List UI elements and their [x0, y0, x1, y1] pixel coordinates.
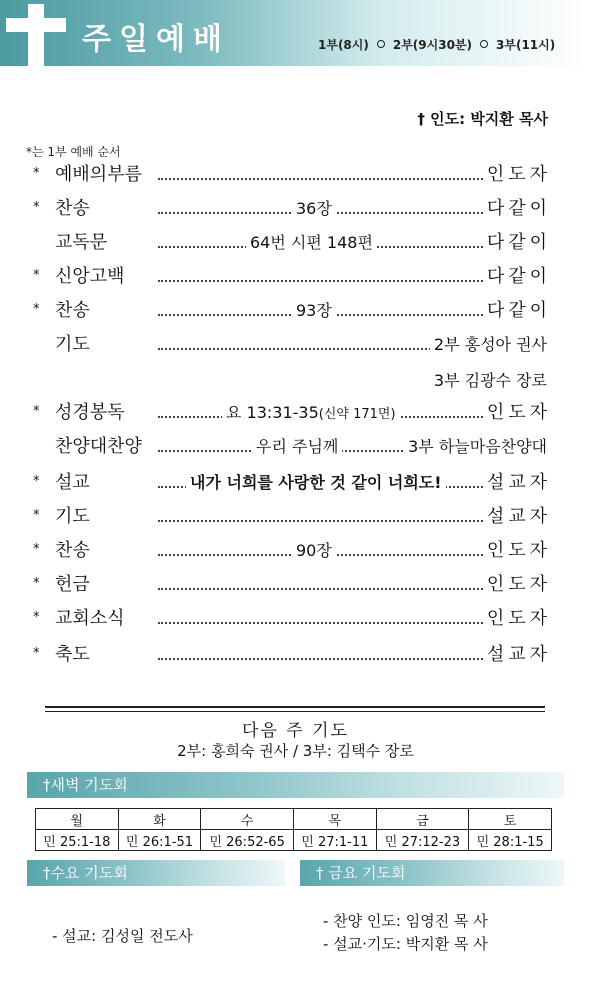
- order-item-detail: [222, 400, 400, 428]
- order-row: [0, 398, 591, 428]
- friday-details: [323, 910, 488, 956]
- order-item-detail: [186, 470, 446, 496]
- order-item-leader: 인도자: [483, 570, 551, 600]
- order-item-leader: 2부 홍성아 권사: [430, 330, 547, 360]
- standing-marker: *: [33, 302, 40, 317]
- order-item-detail-text: 36장: [296, 199, 332, 218]
- order-item-name: 기도: [55, 334, 90, 355]
- order-row: [0, 432, 591, 462]
- order-item-detail: [292, 538, 336, 564]
- order-item-name: 찬송: [55, 198, 90, 219]
- order-item-name: 교독문: [55, 232, 108, 253]
- standing-marker: *: [33, 166, 40, 181]
- next-week-names: 2부: 홍희숙 권사 / 3부: 김택수 장로: [177, 742, 414, 760]
- order-note: *는 1부 예배 순서: [26, 145, 121, 159]
- order-row: [0, 502, 591, 532]
- day-cell: 화: [118, 809, 201, 830]
- circle-separator-icon: [377, 40, 385, 48]
- divider: [45, 711, 545, 712]
- reading-cell: 민 28:1-15: [469, 830, 552, 851]
- order-item-name: 예배의부름: [55, 164, 142, 185]
- table-row: [36, 809, 552, 830]
- order-item-leader: 설교자: [483, 640, 551, 670]
- order-row: [0, 570, 591, 600]
- service-leader: † 인도: 박지환 목사: [417, 110, 548, 128]
- order-item-name: 설교: [55, 472, 90, 493]
- day-cell: 월: [36, 809, 119, 830]
- order-item-leader: 인도자: [483, 160, 551, 190]
- order-item-detail-text: 90장: [296, 541, 332, 560]
- service-times: [318, 36, 555, 53]
- day-cell: 금: [376, 809, 469, 830]
- order-row: [0, 366, 591, 396]
- order-row: [0, 468, 591, 498]
- standing-marker: *: [33, 474, 40, 489]
- friday-line: - 찬양 인도: 임영진 목 사: [323, 912, 488, 930]
- page-title: 주일예배: [82, 22, 230, 57]
- standing-marker: *: [33, 508, 40, 523]
- standing-marker: *: [33, 404, 40, 419]
- service-time-3: 3부(11시): [496, 38, 556, 52]
- order-item-leader: 인도자: [483, 604, 551, 634]
- order-item-leader: 인도자: [483, 398, 551, 428]
- order-item-name: 성경봉독: [55, 402, 125, 423]
- order-item-leader: 인도자: [483, 536, 551, 566]
- order-row: [0, 604, 591, 634]
- order-item-detail-note: (신약 171면): [318, 407, 396, 422]
- order-item-leader: 다같이: [483, 194, 551, 224]
- reading-cell: 민 26:1-51: [118, 830, 201, 851]
- wednesday-line: - 설교: 김성일 전도사: [52, 927, 193, 945]
- order-item-name: 찬양대찬양: [55, 436, 142, 457]
- cross-icon-bar: [6, 18, 66, 32]
- order-item-detail-text: 내가 너희를 사랑한 것 같이 너희도!: [190, 473, 442, 492]
- order-row: [0, 160, 591, 190]
- order-row: [0, 194, 591, 224]
- order-row: [0, 640, 591, 670]
- order-item-detail-text: 우리 주님께: [256, 437, 339, 456]
- order-item-detail: [292, 196, 336, 222]
- service-time-2: 2부(9시30분): [392, 38, 473, 52]
- table-row: [36, 830, 552, 851]
- order-item-detail: [252, 434, 342, 460]
- order-item-detail: [246, 230, 377, 256]
- day-cell: 목: [293, 809, 376, 830]
- reading-cell: 민 27:12-23: [376, 830, 469, 851]
- order-item-name: 찬송: [55, 540, 90, 561]
- divider: [45, 706, 545, 708]
- order-item-name: 신앙고백: [55, 266, 125, 287]
- order-row: [0, 228, 591, 258]
- order-item-name: 축도: [55, 644, 90, 665]
- order-item-name: 교회소식: [55, 608, 125, 629]
- order-row: [0, 296, 591, 326]
- wednesday-details: [52, 925, 193, 946]
- standing-marker: *: [33, 268, 40, 283]
- header-banner: [0, 0, 591, 66]
- order-item-leader: 다같이: [483, 296, 551, 326]
- dawn-prayer-header: †새벽 기도회: [27, 772, 564, 798]
- standing-marker: *: [33, 610, 40, 625]
- order-item-name: 헌금: [55, 574, 90, 595]
- dawn-reading-table: [35, 808, 552, 851]
- wednesday-prayer-header: †수요 기도회: [27, 860, 285, 886]
- friday-prayer-header: † 금요 기도회: [300, 860, 564, 886]
- order-item-name: 기도: [55, 506, 90, 527]
- order-item-leader: 설교자: [483, 468, 551, 498]
- cross-icon: [28, 4, 44, 66]
- reading-cell: 민 27:1-11: [293, 830, 376, 851]
- order-item-detail-text: 요 13:31-35: [226, 403, 319, 422]
- friday-line: - 설교·기도: 박지환 목 사: [323, 935, 488, 953]
- order-item-leader: 다같이: [483, 262, 551, 292]
- circle-separator-icon: [480, 40, 488, 48]
- order-item-leader: 설교자: [483, 502, 551, 532]
- standing-marker: *: [33, 576, 40, 591]
- standing-marker: *: [33, 200, 40, 215]
- next-week-title: 다음 주 기도: [242, 721, 349, 741]
- order-item-leader: 다같이: [483, 228, 551, 258]
- reading-cell: 민 25:1-18: [36, 830, 119, 851]
- order-item-detail: [292, 298, 336, 324]
- order-item-detail-text: 64번 시편 148편: [250, 233, 373, 252]
- order-item-leader: 3부 하늘마음찬양대: [404, 432, 547, 462]
- service-time-1: 1부(8시): [318, 38, 369, 52]
- order-item-detail-text: 93장: [296, 301, 332, 320]
- order-row: [0, 262, 591, 292]
- reading-cell: 민 26:52-65: [201, 830, 294, 851]
- standing-marker: *: [33, 542, 40, 557]
- order-item-name: 찬송: [55, 300, 90, 321]
- order-row: [0, 330, 591, 360]
- order-item-leader: 3부 김광수 장로: [430, 366, 547, 396]
- day-cell: 수: [201, 809, 294, 830]
- day-cell: 토: [469, 809, 552, 830]
- standing-marker: *: [33, 646, 40, 661]
- order-row: [0, 536, 591, 566]
